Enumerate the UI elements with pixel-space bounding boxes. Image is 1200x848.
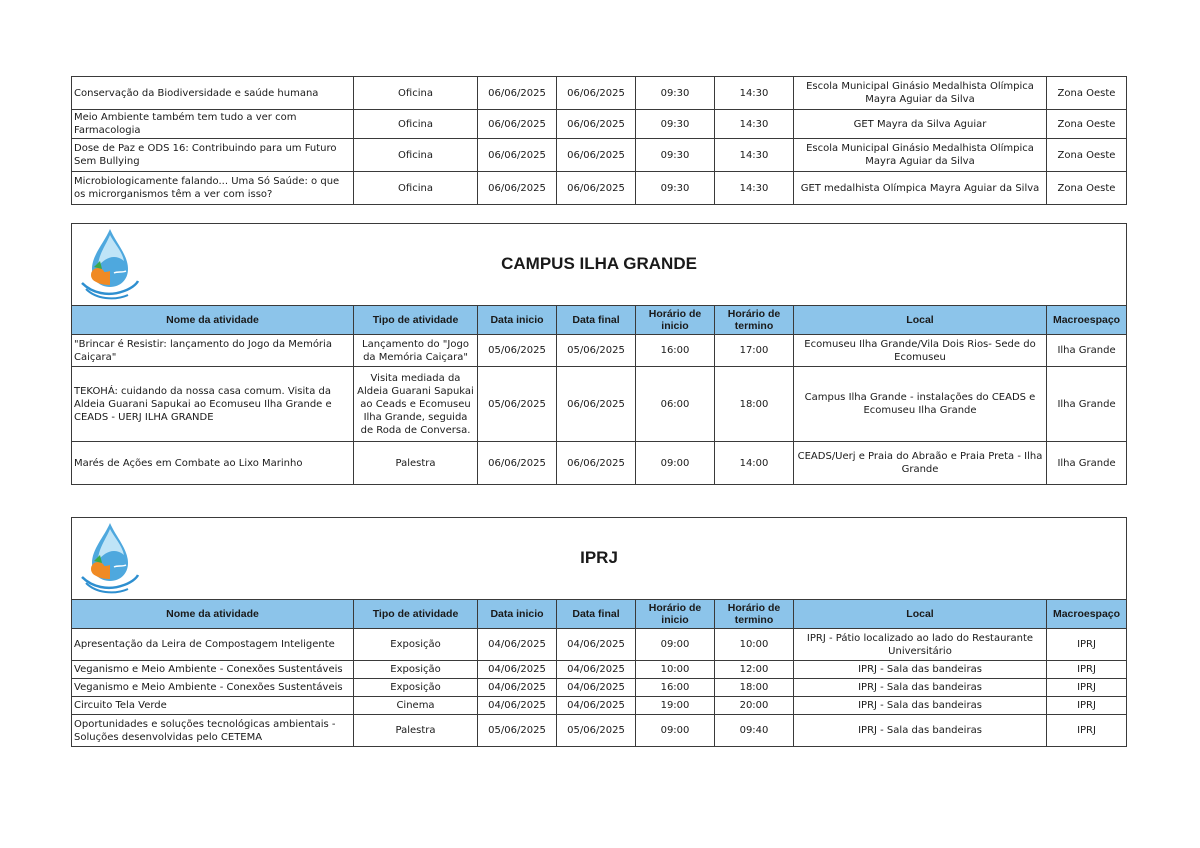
header-end-time: Horário de termino	[715, 306, 794, 335]
macro-space: Ilha Grande	[1047, 335, 1127, 367]
table-row	[72, 697, 1127, 715]
activity-type: Visita mediada da Aldeia Guarani Sapukai ao Ceads e Ecomuseu Ilha Grande, seguida de Roda de Conversa.	[354, 367, 478, 442]
activity-type: Oficina	[354, 139, 478, 172]
activity-name: Oportunidades e soluções tecnológicas ambientais - Soluções desenvolvidas pelo CETEMA	[72, 715, 354, 747]
start-time: 09:00	[636, 442, 715, 485]
end-date: 04/06/2025	[557, 697, 636, 715]
water-drop-hand-logo-icon	[78, 521, 142, 597]
header-activity-name: Nome da atividade	[72, 600, 354, 629]
start-date: 04/06/2025	[478, 629, 557, 661]
place: Ecomuseu Ilha Grande/Vila Dois Rios- Sede do Ecomuseu	[794, 335, 1047, 367]
macro-space: IPRJ	[1047, 697, 1127, 715]
start-time: 16:00	[636, 679, 715, 697]
macro-space: Zona Oeste	[1047, 77, 1127, 110]
start-time: 09:00	[636, 715, 715, 747]
header-end-date: Data final	[557, 600, 636, 629]
activity-name: Marés de Ações em Combate ao Lixo Marinho	[72, 442, 354, 485]
table-row	[72, 139, 1127, 172]
end-time: 20:00	[715, 697, 794, 715]
place: IPRJ - Sala das bandeiras	[794, 679, 1047, 697]
header-place: Local	[794, 600, 1047, 629]
activity-name: Dose de Paz e ODS 16: Contribuindo para um Futuro Sem Bullying	[72, 139, 354, 172]
start-date: 05/06/2025	[478, 367, 557, 442]
header-start-time: Horário de inicio	[636, 306, 715, 335]
end-date: 04/06/2025	[557, 661, 636, 679]
table-row	[72, 661, 1127, 679]
start-time: 09:30	[636, 110, 715, 139]
header-macro-space: Macroespaço	[1047, 306, 1127, 335]
macro-space: Zona Oeste	[1047, 172, 1127, 205]
activity-name: Circuito Tela Verde	[72, 697, 354, 715]
macro-space: Ilha Grande	[1047, 442, 1127, 485]
activity-type: Oficina	[354, 172, 478, 205]
activity-type: Palestra	[354, 442, 478, 485]
macro-space: IPRJ	[1047, 715, 1127, 747]
activity-type: Lançamento do "Jogo da Memória Caiçara"	[354, 335, 478, 367]
start-date: 06/06/2025	[478, 77, 557, 110]
place: GET Mayra da Silva Aguiar	[794, 110, 1047, 139]
header-end-date: Data final	[557, 306, 636, 335]
end-date: 06/06/2025	[557, 367, 636, 442]
end-time: 14:00	[715, 442, 794, 485]
activity-name: Conservação da Biodiversidade e saúde humana	[72, 77, 354, 110]
start-date: 05/06/2025	[478, 335, 557, 367]
end-time: 17:00	[715, 335, 794, 367]
header-start-date: Data inicio	[478, 600, 557, 629]
end-date: 05/06/2025	[557, 335, 636, 367]
end-time: 14:30	[715, 77, 794, 110]
header-start-date: Data inicio	[478, 306, 557, 335]
table-row	[72, 367, 1127, 442]
macro-space: Ilha Grande	[1047, 367, 1127, 442]
activity-type: Exposição	[354, 679, 478, 697]
start-time: 09:30	[636, 77, 715, 110]
place: IPRJ - Sala das bandeiras	[794, 697, 1047, 715]
place: Campus Ilha Grande - instalações do CEADS e Ecomuseu Ilha Grande	[794, 367, 1047, 442]
header-activity-name: Nome da atividade	[72, 306, 354, 335]
macro-space: Zona Oeste	[1047, 110, 1127, 139]
start-time: 19:00	[636, 697, 715, 715]
end-time: 12:00	[715, 661, 794, 679]
table-row	[72, 335, 1127, 367]
place: CEADS/Uerj e Praia do Abraão e Praia Preta - Ilha Grande	[794, 442, 1047, 485]
campus-ilha-grande-table	[71, 223, 1127, 485]
end-date: 06/06/2025	[557, 172, 636, 205]
start-time: 09:30	[636, 139, 715, 172]
start-date: 06/06/2025	[478, 172, 557, 205]
start-date: 05/06/2025	[478, 715, 557, 747]
end-time: 10:00	[715, 629, 794, 661]
macro-space: IPRJ	[1047, 629, 1127, 661]
activity-type: Oficina	[354, 77, 478, 110]
activity-type: Exposição	[354, 661, 478, 679]
end-date: 06/06/2025	[557, 139, 636, 172]
end-date: 05/06/2025	[557, 715, 636, 747]
end-date: 04/06/2025	[557, 679, 636, 697]
start-date: 04/06/2025	[478, 661, 557, 679]
end-time: 09:40	[715, 715, 794, 747]
water-drop-hand-logo-icon	[78, 227, 142, 303]
table-row	[72, 679, 1127, 697]
activity-name: Microbiologicamente falando... Uma Só Saúde: o que os microrganismos têm a ver com isso?	[72, 172, 354, 205]
section-title-row	[72, 224, 1127, 306]
header-activity-type: Tipo de atividade	[354, 306, 478, 335]
iprj-table	[71, 517, 1127, 747]
table-row	[72, 629, 1127, 661]
end-time: 18:00	[715, 367, 794, 442]
start-date: 06/06/2025	[478, 139, 557, 172]
end-date: 06/06/2025	[557, 110, 636, 139]
activity-type: Palestra	[354, 715, 478, 747]
activity-name: Apresentação da Leira de Compostagem Inteligente	[72, 629, 354, 661]
start-time: 10:00	[636, 661, 715, 679]
place: IPRJ - Sala das bandeiras	[794, 661, 1047, 679]
start-date: 06/06/2025	[478, 442, 557, 485]
activity-type: Oficina	[354, 110, 478, 139]
activity-type: Cinema	[354, 697, 478, 715]
header-start-time: Horário de inicio	[636, 600, 715, 629]
start-time: 16:00	[636, 335, 715, 367]
activity-name: Veganismo e Meio Ambiente - Conexões Sustentáveis	[72, 661, 354, 679]
end-date: 06/06/2025	[557, 442, 636, 485]
end-time: 14:30	[715, 172, 794, 205]
end-date: 04/06/2025	[557, 629, 636, 661]
start-date: 04/06/2025	[478, 697, 557, 715]
start-time: 09:30	[636, 172, 715, 205]
place: GET medalhista Olímpica Mayra Aguiar da Silva	[794, 172, 1047, 205]
activity-name: "Brincar é Resistir: lançamento do Jogo da Memória Caiçara"	[72, 335, 354, 367]
table-row	[72, 77, 1127, 110]
header-place: Local	[794, 306, 1047, 335]
activity-type: Exposição	[354, 629, 478, 661]
top-activity-table	[71, 76, 1127, 205]
header-activity-type: Tipo de atividade	[354, 600, 478, 629]
macro-space: Zona Oeste	[1047, 139, 1127, 172]
place: Escola Municipal Ginásio Medalhista Olímpica Mayra Aguiar da Silva	[794, 139, 1047, 172]
end-time: 14:30	[715, 110, 794, 139]
table-row	[72, 715, 1127, 747]
header-macro-space: Macroespaço	[1047, 600, 1127, 629]
start-date: 06/06/2025	[478, 110, 557, 139]
place: IPRJ - Sala das bandeiras	[794, 715, 1047, 747]
activity-name: Veganismo e Meio Ambiente - Conexões Sustentáveis	[72, 679, 354, 697]
table-row	[72, 110, 1127, 139]
header-end-time: Horário de termino	[715, 600, 794, 629]
section-title: IPRJ	[580, 547, 618, 567]
activity-name: Meio Ambiente também tem tudo a ver com Farmacologia	[72, 110, 354, 139]
start-time: 06:00	[636, 367, 715, 442]
end-time: 18:00	[715, 679, 794, 697]
place: Escola Municipal Ginásio Medalhista Olímpica Mayra Aguiar da Silva	[794, 77, 1047, 110]
table-row	[72, 442, 1127, 485]
start-date: 04/06/2025	[478, 679, 557, 697]
section-title-row	[72, 518, 1127, 600]
end-time: 14:30	[715, 139, 794, 172]
macro-space: IPRJ	[1047, 679, 1127, 697]
place: IPRJ - Pátio localizado ao lado do Restaurante Universitário	[794, 629, 1047, 661]
macro-space: IPRJ	[1047, 661, 1127, 679]
end-date: 06/06/2025	[557, 77, 636, 110]
section-title: CAMPUS ILHA GRANDE	[501, 253, 697, 273]
start-time: 09:00	[636, 629, 715, 661]
table-row	[72, 172, 1127, 205]
activity-name: TEKOHÁ: cuidando da nossa casa comum. Visita da Aldeia Guarani Sapukai ao Ecomuseu Ilha Grande e CEADS - UERJ ILHA GRANDE	[72, 367, 354, 442]
